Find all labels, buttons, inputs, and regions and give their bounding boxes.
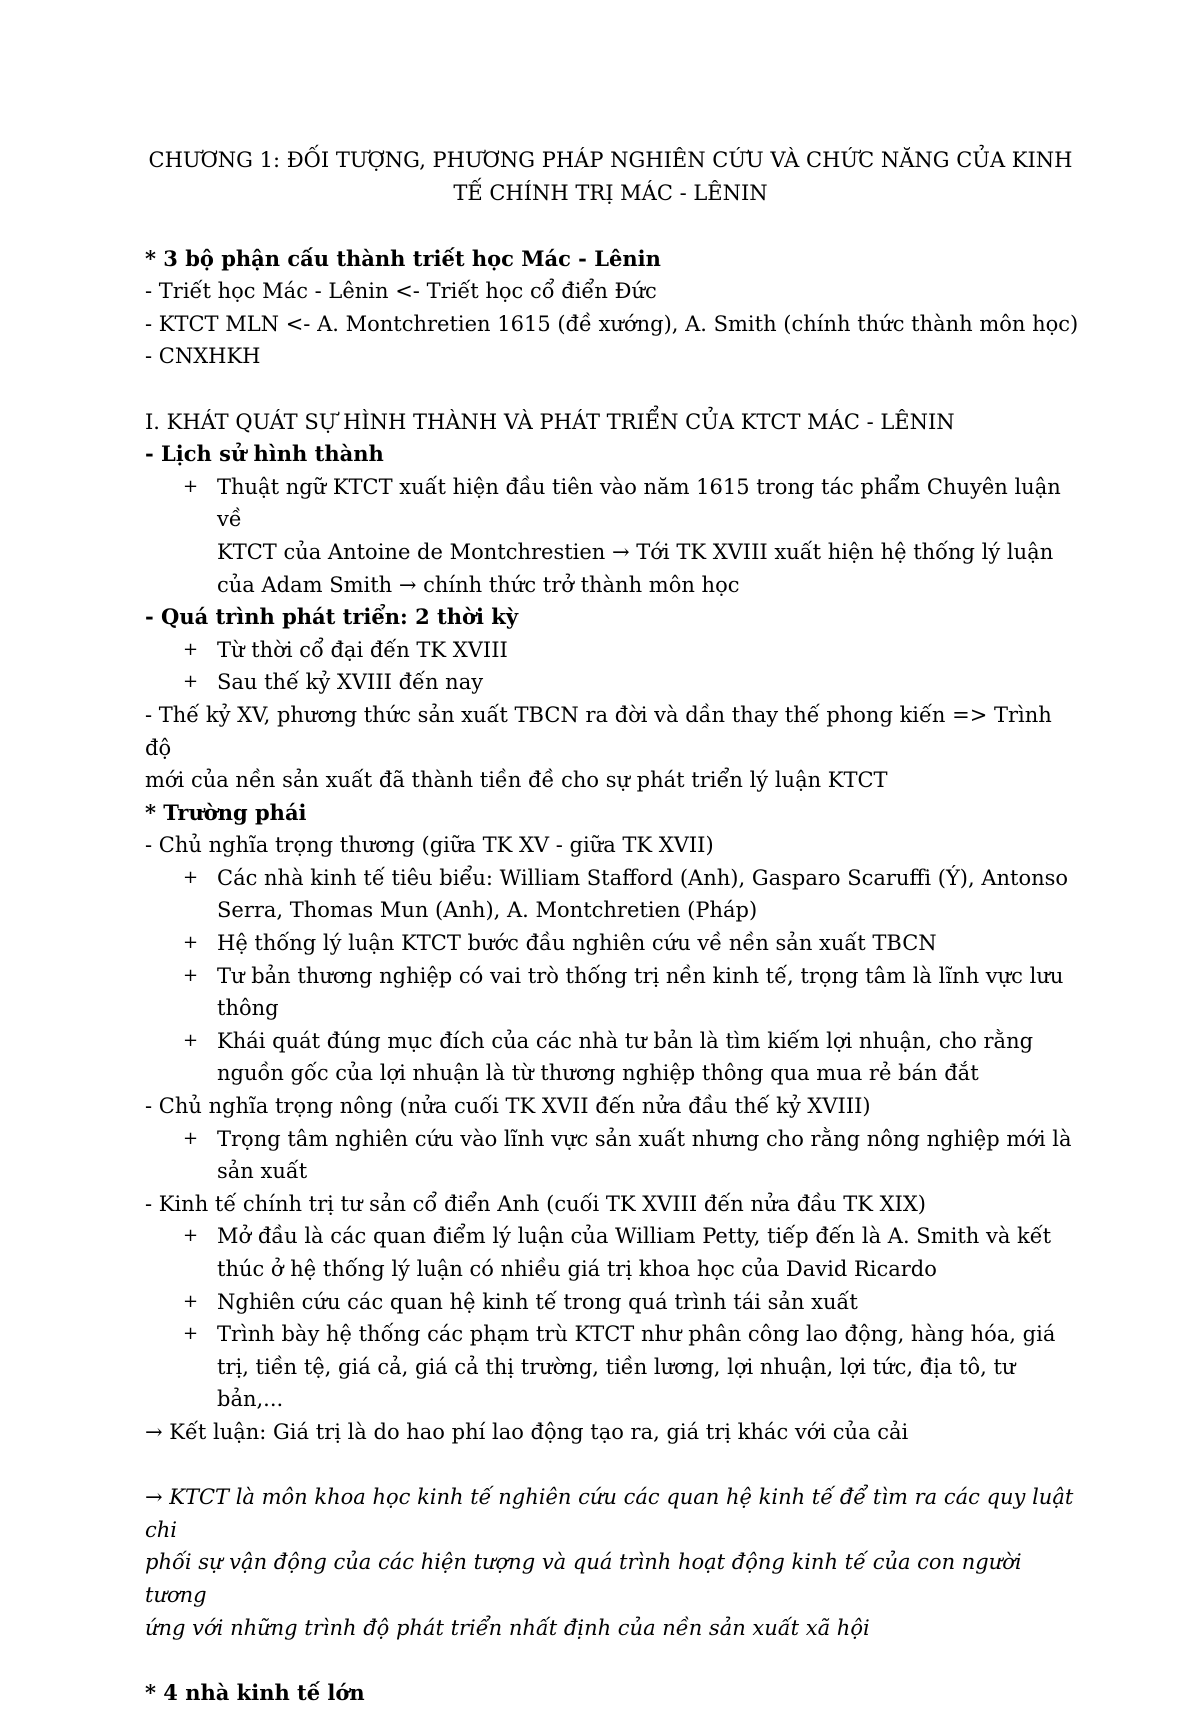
intro-item-2: - KTCT MLN <- A. Montchretien 1615 (đề xướng), A. Smith (chính thức thành môn học) [145, 311, 1079, 336]
list-item-text: Trình bày hệ thống các phạm trù KTCT như phân công lao động, hàng hóa, giá [217, 1322, 1056, 1347]
list-item-text: thúc ở hệ thống lý luận có nhiều giá trị khoa học của David Ricardo [217, 1257, 937, 1281]
list-item-text: sản xuất [217, 1159, 308, 1184]
intro-item-1: - Triết học Mác - Lênin <- Triết học cổ điển Đức [145, 279, 657, 304]
definition-line-1: → KTCT là môn khoa học kinh tế nghiên cứu các quan hệ kinh tế để tìm ra các quy luật chi [145, 1485, 1074, 1542]
intro-item-3: - CNXHKH [145, 344, 261, 369]
history-list [145, 471, 1080, 601]
bullet-mark: + [183, 1127, 199, 1149]
physiocracy-list [145, 1123, 1080, 1188]
bullet-mark: + [183, 671, 199, 693]
list-item-text: KTCT của Antoine de Montchrestien → Tới TK XVIII xuất hiện hệ thống lý luận [217, 539, 1054, 564]
list-item [145, 1318, 1080, 1416]
list-item-text: Hệ thống lý luận KTCT bước đầu nghiên cứu về nền sản xuất TBCN [217, 931, 937, 956]
list-item-text: Khái quát đúng mục đích của các nhà tư bản là tìm kiếm lợi nhuận, cho rằng [217, 1028, 1034, 1053]
bullet-mark: + [183, 1029, 199, 1051]
list-item [145, 634, 1080, 667]
page-title [145, 144, 1080, 210]
mercantilism-list [145, 862, 1080, 1090]
century-note-line-1: - Thế kỷ XV, phương thức sản xuất TBCN ra đời và dần thay thế phong kiến => Trình độ [145, 702, 1052, 760]
list-item [145, 1123, 1080, 1188]
century-note-line-2: mới của nền sản xuất đã thành tiền đề cho sự phát triển lý luận KTCT [145, 768, 888, 793]
list-item [145, 1025, 1080, 1090]
list-item [145, 1220, 1080, 1285]
bullet-mark: + [183, 932, 199, 954]
list-item-text: Thuật ngữ KTCT xuất hiện đầu tiên vào năm 1615 trong tác phẩm Chuyên luận về [217, 474, 1061, 532]
list-item-text: nguồn gốc của lợi nhuận là từ thương nghiệp thông qua mua rẻ bán đắt [217, 1061, 979, 1086]
bullet-mark: + [183, 964, 199, 986]
classical-heading: - Kinh tế chính trị tư sản cổ điển Anh (cuối TK XVIII đến nửa đầu TK XIX) [145, 1191, 926, 1216]
classical-list [145, 1220, 1080, 1416]
list-item-text: Trọng tâm nghiên cứu vào lĩnh vực sản xuất nhưng cho rằng nông nghiệp mới là [217, 1126, 1072, 1151]
list-item [145, 666, 1080, 699]
list-item [145, 960, 1080, 1025]
conclusion: → Kết luận: Giá trị là do hao phí lao động tạo ra, giá trị khác với của cải [145, 1419, 909, 1444]
list-item [145, 862, 1080, 927]
list-item [145, 471, 1080, 601]
bullet-mark: + [183, 866, 199, 888]
list-item-text: Tư bản thương nghiệp có vai trò thống trị nền kinh tế, trọng tâm là lĩnh vực lưu [217, 963, 1064, 988]
development-heading: - Quá trình phát triển: 2 thời kỳ [145, 604, 519, 630]
definition-line-2: phối sự vận động của các hiện tượng và quá trình hoạt động kinh tế của con người tương [145, 1550, 1022, 1607]
economists-heading: * 4 nhà kinh tế lớn [145, 1679, 365, 1705]
list-item-text: Nghiên cứu các quan hệ kinh tế trong quá trình tái sản xuất [217, 1289, 858, 1314]
list-item [145, 927, 1080, 960]
development-list [145, 634, 1080, 699]
intro-heading: * 3 bộ phận cấu thành triết học Mác - Lênin [145, 245, 661, 271]
list-item-text: trị, tiền tệ, giá cả, giá cả thị trường, tiền lương, lợi nhuận, lợi tức, địa tô, tư bản,... [217, 1354, 1016, 1412]
section-heading: I. KHÁT QUÁT SỰ HÌNH THÀNH VÀ PHÁT TRIỂN CỦA KTCT MÁC - LÊNIN [145, 409, 955, 434]
list-item-text: Từ thời cổ đại đến TK XVIII [217, 637, 508, 662]
physiocracy-heading: - Chủ nghĩa trọng nông (nửa cuối TK XVII đến nửa đầu thế kỷ XVIII) [145, 1094, 871, 1119]
title-line-2: TẾ CHÍNH TRỊ MÁC - LÊNIN [453, 181, 768, 205]
list-item-text: Serra, Thomas Mun (Anh), A. Montchretien (Pháp) [217, 898, 758, 923]
list-item-text: Mở đầu là các quan điểm lý luận của William Petty, tiếp đến là A. Smith và kết [217, 1224, 1052, 1249]
bullet-mark: + [183, 475, 199, 497]
list-item-text: thông [217, 996, 279, 1021]
definition-line-3: ứng với những trình độ phát triển nhất định của nền sản xuất xã hội [145, 1615, 870, 1640]
title-line-1: CHƯƠNG 1: ĐỐI TƯỢNG, PHƯƠNG PHÁP NGHIÊN CỨU VÀ CHỨC NĂNG CỦA KINH [148, 148, 1073, 172]
list-item-text: của Adam Smith → chính thức trở thành môn học [217, 572, 740, 597]
bullet-mark: + [183, 1323, 199, 1345]
bullet-mark: + [183, 638, 199, 660]
bullet-mark: + [183, 1225, 199, 1247]
schools-heading: * Trường phái [145, 799, 307, 825]
list-item-text: Sau thế kỷ XVIII đến nay [217, 670, 484, 695]
bullet-mark: + [183, 1290, 199, 1312]
list-item [145, 1286, 1080, 1319]
mercantilism-heading: - Chủ nghĩa trọng thương (giữa TK XV - giữa TK XVII) [145, 833, 714, 858]
history-heading: - Lịch sử hình thành [145, 441, 384, 467]
list-item-text: Các nhà kinh tế tiêu biểu: William Stafford (Anh), Gasparo Scaruffi (Ý), Antonso [217, 865, 1069, 890]
